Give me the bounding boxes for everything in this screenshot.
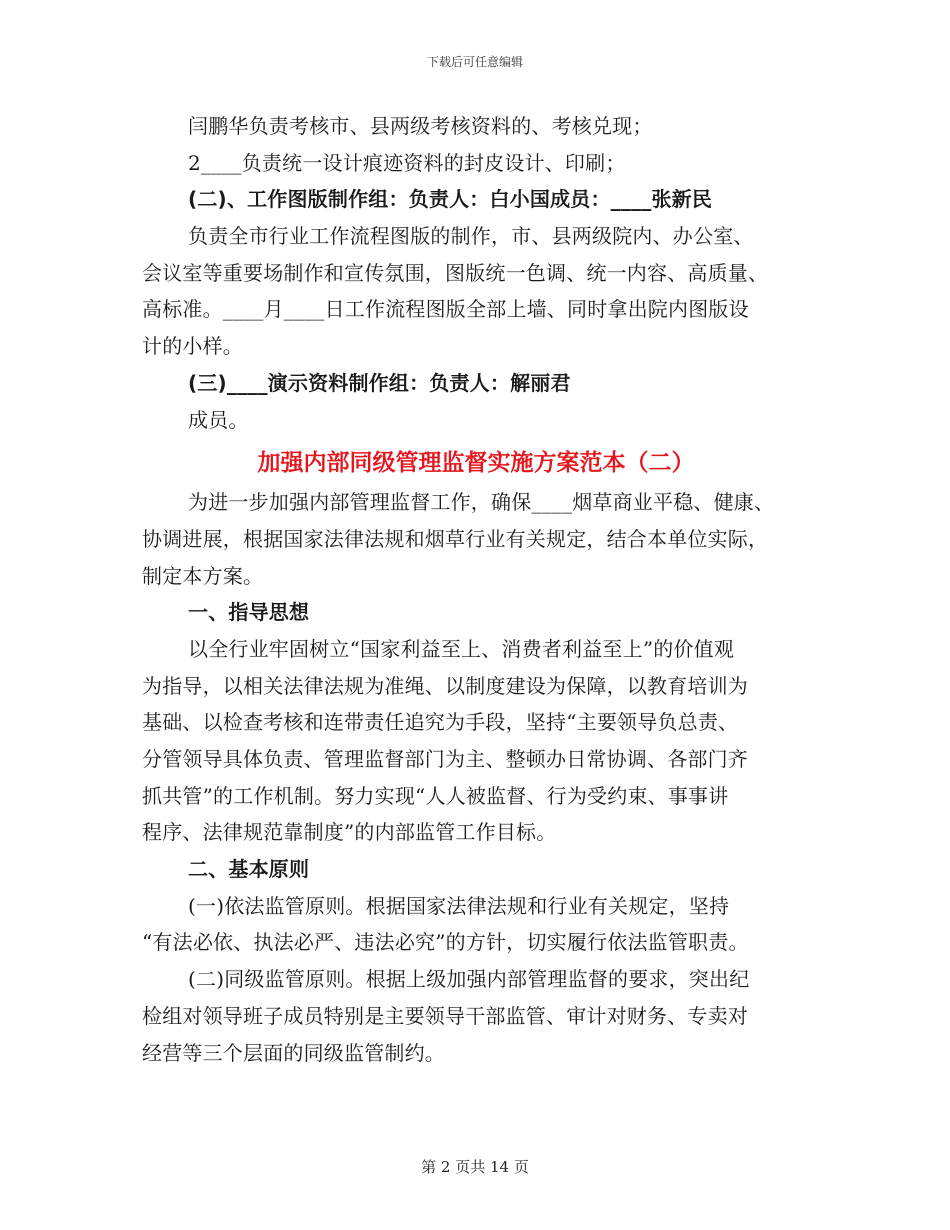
paragraph-line: 成员。 — [188, 407, 249, 432]
page-number: 第 2 页共 14 页 — [421, 1158, 529, 1176]
section-heading: (二)、工作图版制作组：负责人：白小国成员：____张新民 — [188, 187, 713, 212]
paragraph-line: 以全行业牢固树立“国家利益至上、消费者利益至上”的价值观 — [188, 636, 735, 661]
paragraph-line: 基础、以检查考核和连带责任追究为手段，坚持“主要领导负总责、 — [142, 710, 739, 735]
section-heading: 二、基本原则 — [188, 857, 310, 882]
document-title: 加强内部同级管理监督实施方案范本（二） — [257, 450, 695, 477]
document-body — [142, 108, 810, 1071]
paragraph-line: 制定本方案。 — [142, 563, 264, 588]
paragraph-line: (二)同级监管原则。根据上级加强内部管理监督的要求，突出纪 — [188, 967, 750, 992]
paragraph-line: 经营等三个层面的同级监管制约。 — [142, 1040, 445, 1065]
paragraph-line: 分管领导具体负责、管理监督部门为主、整顿办日常协调、各部门齐 — [142, 747, 748, 771]
section-heading: 一、指导思想 — [188, 600, 310, 625]
paragraph-line: 协调进展，根据国家法律法规和烟草行业有关规定，结合本单位实际， — [142, 526, 769, 551]
section-before-title — [142, 108, 810, 438]
page-header: 下载后可任意编辑 — [426, 55, 523, 69]
paragraph-line: 闫鹏华负责考核市、县两级考核资料的、考核兑现； — [188, 114, 653, 138]
paragraph-line: 高标准。____月____日工作流程图版全部上墙、同时拿出院内图版设 — [142, 297, 749, 322]
paragraph-line: 会议室等重要场制作和宣传氛围，图版统一色调、统一内容、高质量、 — [142, 260, 769, 285]
section-heading: (三)____演示资料制作组：负责人：解丽君 — [188, 370, 571, 395]
paragraph-line: 为进一步加强内部管理监督工作，确保____烟草商业平稳、健康、 — [188, 490, 775, 515]
paragraph-line: 检组对领导班子成员特别是主要领导干部监管、审计对财务、专卖对 — [142, 1003, 748, 1028]
paragraph-line: 抓共管”的工作机制。努力实现“人人被监督、行为受约束、事事讲 — [142, 783, 729, 808]
paragraph-line: 2____负责统一设计痕迹资料的封皮设计、印刷； — [188, 150, 626, 175]
paragraph-line: 程序、法律规范靠制度”的内部监管工作目标。 — [142, 820, 557, 845]
paragraph-line: 计的小样。 — [142, 334, 243, 359]
section-after-title — [142, 484, 810, 1071]
paragraph-line: (一)依法监管原则。根据国家法律法规和行业有关规定，坚持 — [188, 893, 730, 918]
paragraph-line: 负责全市行业工作流程图版的制作，市、县两级院内、办公室、 — [188, 224, 754, 249]
paragraph-line: “有法必依、执法必严、违法必究”的方针，切实履行依法监管职责。 — [142, 930, 749, 955]
paragraph-line: 为指导，以相关法律法规为准绳、以制度建设为保障，以教育培训为 — [142, 673, 748, 698]
